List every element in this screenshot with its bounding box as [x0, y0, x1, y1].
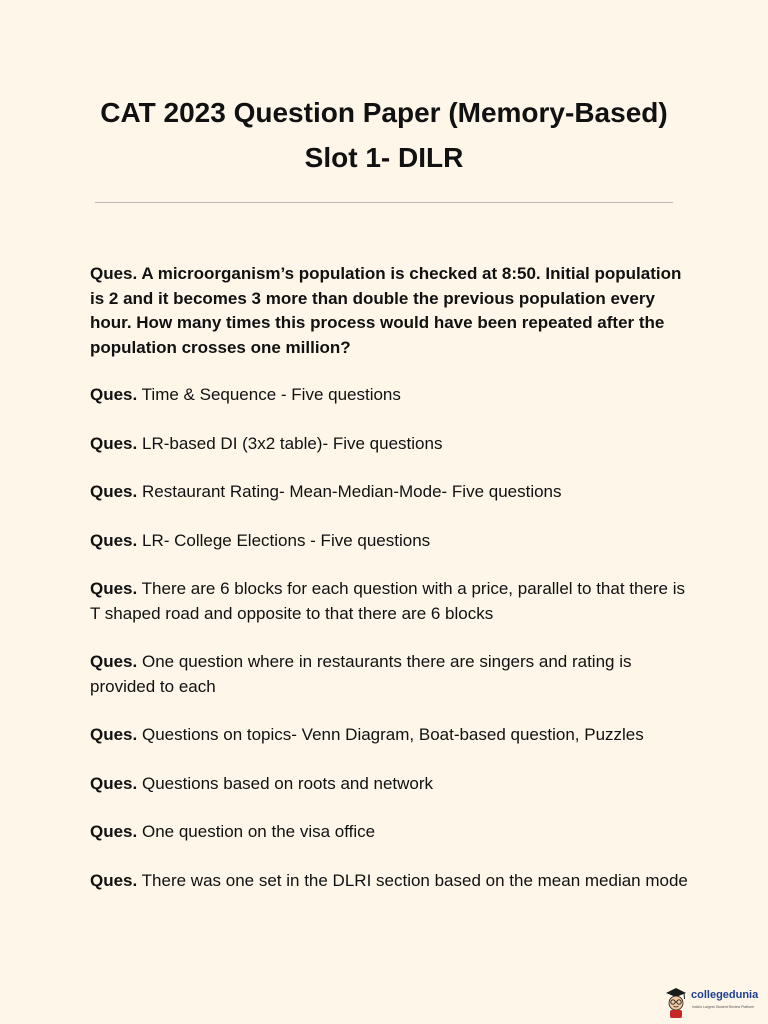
question-item — [90, 262, 690, 360]
question-prefix: Ques. — [90, 773, 138, 793]
question-text: There are 6 blocks for each question with a price, parallel to that there is T shaped road and opposite to that there are 6 blocks — [90, 579, 686, 623]
question-prefix: Ques. — [90, 822, 138, 841]
question-prefix: Ques. — [90, 433, 138, 453]
question-item — [90, 480, 690, 505]
question-text: LR-based DI (3x2 table)- Five questions — [141, 433, 443, 453]
question-item — [90, 529, 690, 554]
question-text: Questions based on roots and network — [141, 773, 434, 793]
question-text: Questions on topics- Venn Diagram, Boat-based question, Puzzles — [141, 725, 644, 744]
question-item — [90, 383, 690, 408]
question-text: One question on the visa office — [141, 822, 376, 841]
question-text: Time & Sequence - Five questions — [141, 385, 401, 404]
question-item — [90, 577, 690, 626]
question-text: One question where in restaurants there are singers and rating is provided to each — [90, 652, 632, 696]
question-item — [90, 650, 690, 699]
question-text: Restaurant Rating- Mean-Median-Mode- Five questions — [141, 482, 562, 501]
question-prefix: Ques. — [90, 579, 138, 598]
question-text: LR- College Elections - Five questions — [141, 530, 431, 550]
question-prefix: Ques. — [90, 652, 138, 671]
question-item — [90, 723, 690, 748]
page-title-line-1: CAT 2023 Question Paper (Memory-Based) — [100, 97, 668, 128]
question-prefix: Ques. — [90, 385, 138, 404]
question-prefix: Ques. — [90, 264, 138, 283]
question-text: There was one set in the DLRI section based on the mean median mode — [141, 870, 688, 890]
logo-tagline: India's Largest Student Review Platform — [692, 1005, 755, 1009]
page-title-line-2: Slot 1- DILR — [304, 142, 464, 173]
question-prefix: Ques. — [90, 870, 138, 890]
question-text: A microorganism’s population is checked at 8:50. Initial population is 2 and it becomes 3 more than double the previous population every hour. How many times this process would have been repeated after the population crosses one million? — [90, 264, 682, 357]
logo-wordmark: collegedunia — [691, 989, 759, 1001]
question-list — [90, 262, 690, 917]
question-item — [90, 772, 690, 797]
page-title — [0, 90, 768, 180]
question-item — [90, 432, 690, 457]
question-prefix: Ques. — [90, 725, 138, 744]
student-mascot-icon — [664, 986, 688, 1018]
question-prefix: Ques. — [90, 530, 138, 550]
title-divider — [95, 202, 673, 203]
question-item — [90, 820, 690, 845]
question-prefix: Ques. — [90, 482, 138, 501]
question-item — [90, 869, 690, 894]
collegedunia-logo — [664, 986, 768, 1020]
